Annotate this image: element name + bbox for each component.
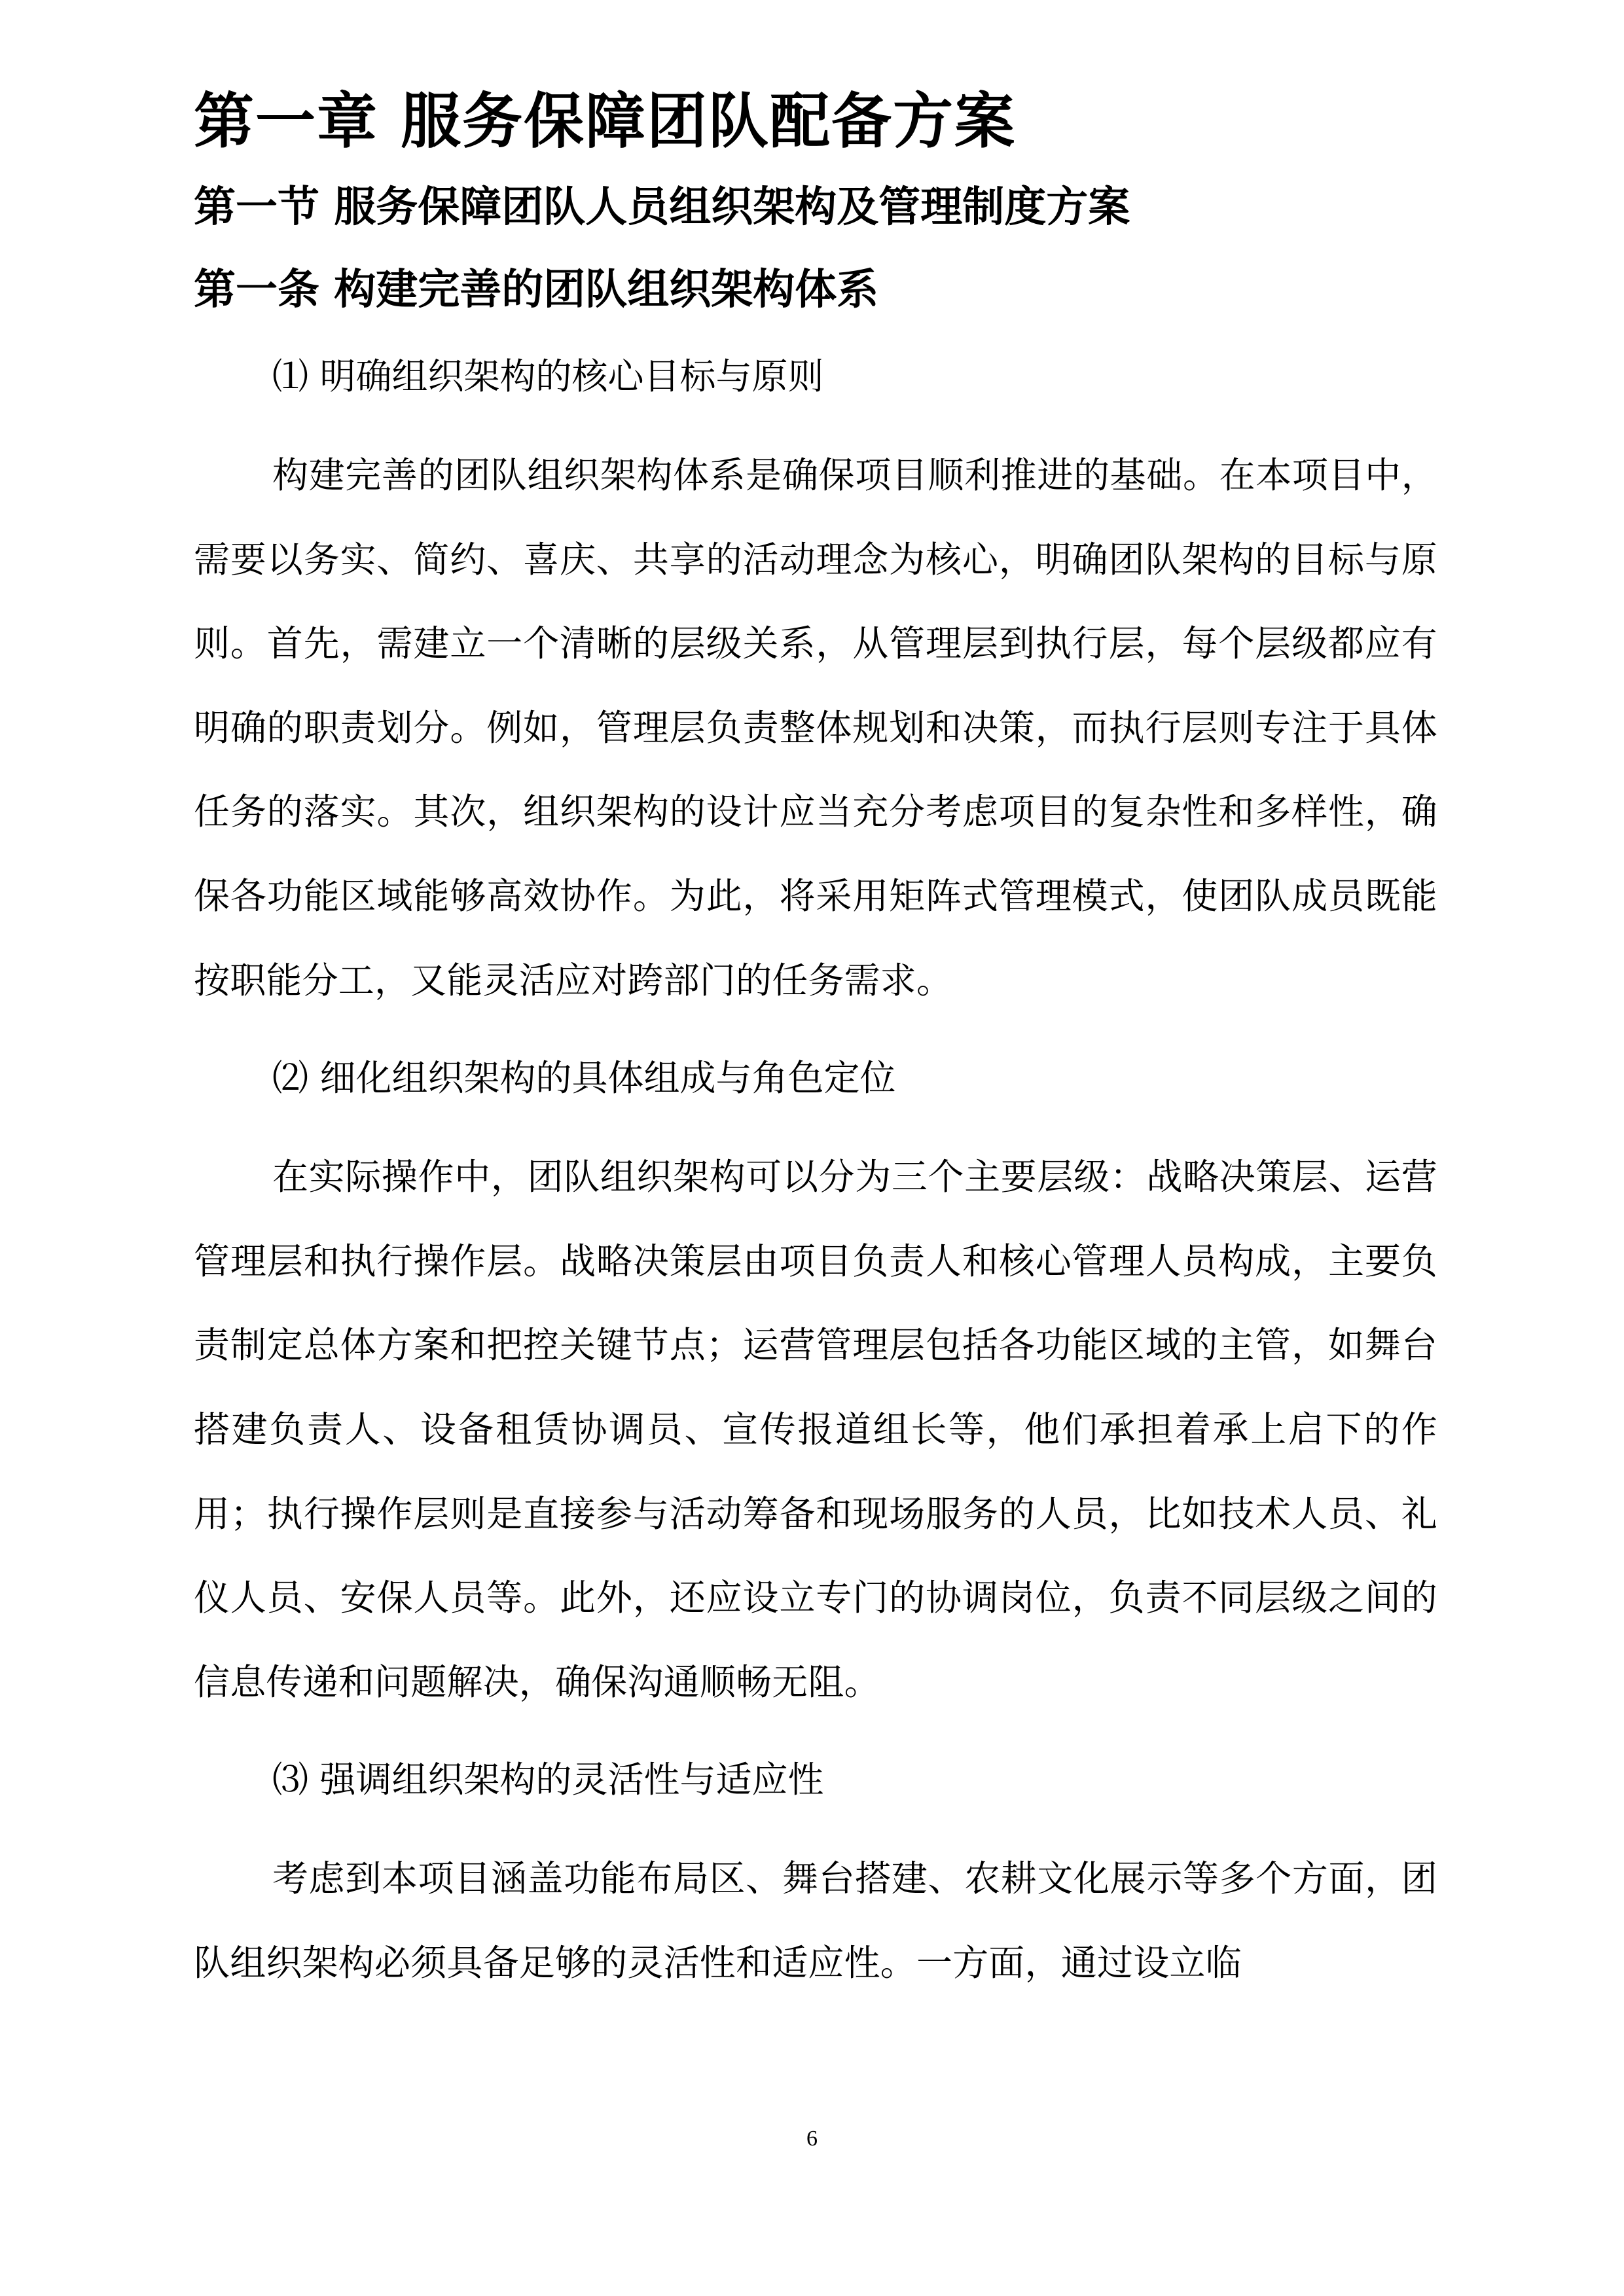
chapter-title: 第一章 服务保障团队配备方案 — [194, 86, 1017, 156]
page-content — [194, 79, 1437, 2033]
page-number: 6 — [806, 2126, 818, 2151]
item-body-1: 构建完善的团队组织架构体系是确保项目顺利推进的基础。在本项目中，需要以务实、简约、喜庆、共享的活动理念为核心，明确团队架构的目标与原则。首先，需建立一个清晰的层级关系，从管理层到执行层，每个层级都应有明确的职责划分。例如，管理层负责整体规划和决策，而执行层则专注于具体任务的落实。其次，组织架构的设计应当充分考虑项目的复杂性和多样性，确保各功能区域能够高效协作。为此，将采用矩阵式管理模式，使团队成员既能按职能分工，又能灵活应对跨部门的任务需求。 — [194, 454, 1437, 1001]
article-title: 第一条 构建完善的团队组织架构体系 — [194, 265, 879, 314]
item-body-2: 在实际操作中，团队组织架构可以分为三个主要层级：战略决策层、运营管理层和执行操作层。战略决策层由项目负责人和核心管理人员构成，主要负责制定总体方案和把控关键节点；运营管理层包括各功能区域的主管，如舞台搭建负责人、设备租赁协调员、宣传报道组长等，他们承担着承上启下的作用；执行操作层则是直接参与活动筹备和现场服务的人员，比如技术人员、礼仪人员、安保人员等。此外，还应设立专门的协调岗位，负责不同层级之间的信息传递和问题解决，确保沟通顺畅无阻。 — [194, 1156, 1437, 1703]
section-title: 第一节 服务保障团队人员组织架构及管理制度方案 — [194, 183, 1130, 232]
item-heading-2: ⑵ 细化组织架构的具体组成与角色定位 — [272, 1057, 896, 1100]
item-heading-3: ⑶ 强调组织架构的灵活性与适应性 — [272, 1759, 824, 1801]
item-body-3: 考虑到本项目涵盖功能布局区、舞台搭建、农耕文化展示等多个方面，团队组织架构必须具备足够的灵活性和适应性。一方面，通过设立临 — [194, 1857, 1437, 1984]
item-heading-1: ⑴ 明确组织架构的核心目标与原则 — [272, 355, 824, 397]
